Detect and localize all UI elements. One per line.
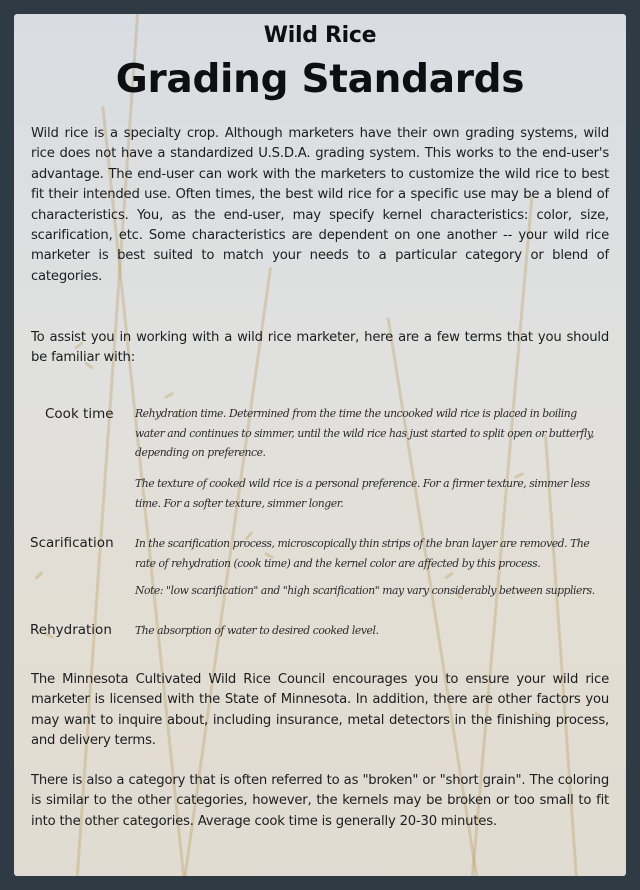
term-definition: The texture of cooked wild rice is a personal preference. For a firmer texture, simmer less time. For a softer texture, simmer longer.	[135, 477, 590, 510]
term-definition: Rehydration time. Determined from the time the uncooked wild rice is placed in boiling water and continues to simmer, until the wild rice has just started to split open or butterfly, depending on preference.	[135, 407, 595, 460]
term-label: Scarification	[30, 535, 114, 551]
term-definition: Note: "low scarification" and "high scarification" may vary considerably between suppliers.	[135, 584, 595, 597]
licensing-paragraph: The Minnesota Cultivated Wild Rice Council encourages you to ensure your wild rice marketer is licensed with the State of Minnesota. In addition, there are other factors you may want to inquire about, including insurance, metal detectors in the finishing process, and delivery terms.	[31, 672, 609, 749]
content-panel	[14, 14, 626, 876]
page-title: Grading Standards	[115, 57, 525, 102]
term-label: Rehydration	[30, 622, 112, 638]
term-definition: The absorption of water to desired cooked level.	[135, 624, 379, 637]
term-definition: In the scarification process, microscopically thin strips of the bran layer are removed. The rate of rehydration (cook time) and the kernel color are affected by this process.	[135, 537, 590, 570]
broken-grain-paragraph: There is also a category that is often referred to as "broken" or "short grain". The coloring is similar to the other categories, however, the kernels may be broken or too small to fit into the other categories. Average cook time is generally 20-30 minutes.	[31, 773, 609, 829]
title-line-1: Wild Rice	[263, 23, 377, 48]
term-label: Cook time	[45, 406, 114, 422]
terms-intro-paragraph: To assist you in working with a wild rice marketer, here are a few terms that you should be familiar with:	[31, 330, 609, 366]
intro-paragraph: Wild rice is a specialty crop. Although marketers have their own grading systems, wild rice does not have a standardized U.S.D.A. grading system. This works to the end-user's advantage. The end-user can work with the marketers to customize the wild rice to best fit their intended use. Often times, the best wild rice for a specific use may be a blend of characteristics. You, as the end-user, may specify kernel characteristics: color, size, scarification, etc. Some characteristics are dependent on one another -- your wild rice marketer is best suited to match your needs to a particular category or blend of categories.	[31, 126, 609, 284]
